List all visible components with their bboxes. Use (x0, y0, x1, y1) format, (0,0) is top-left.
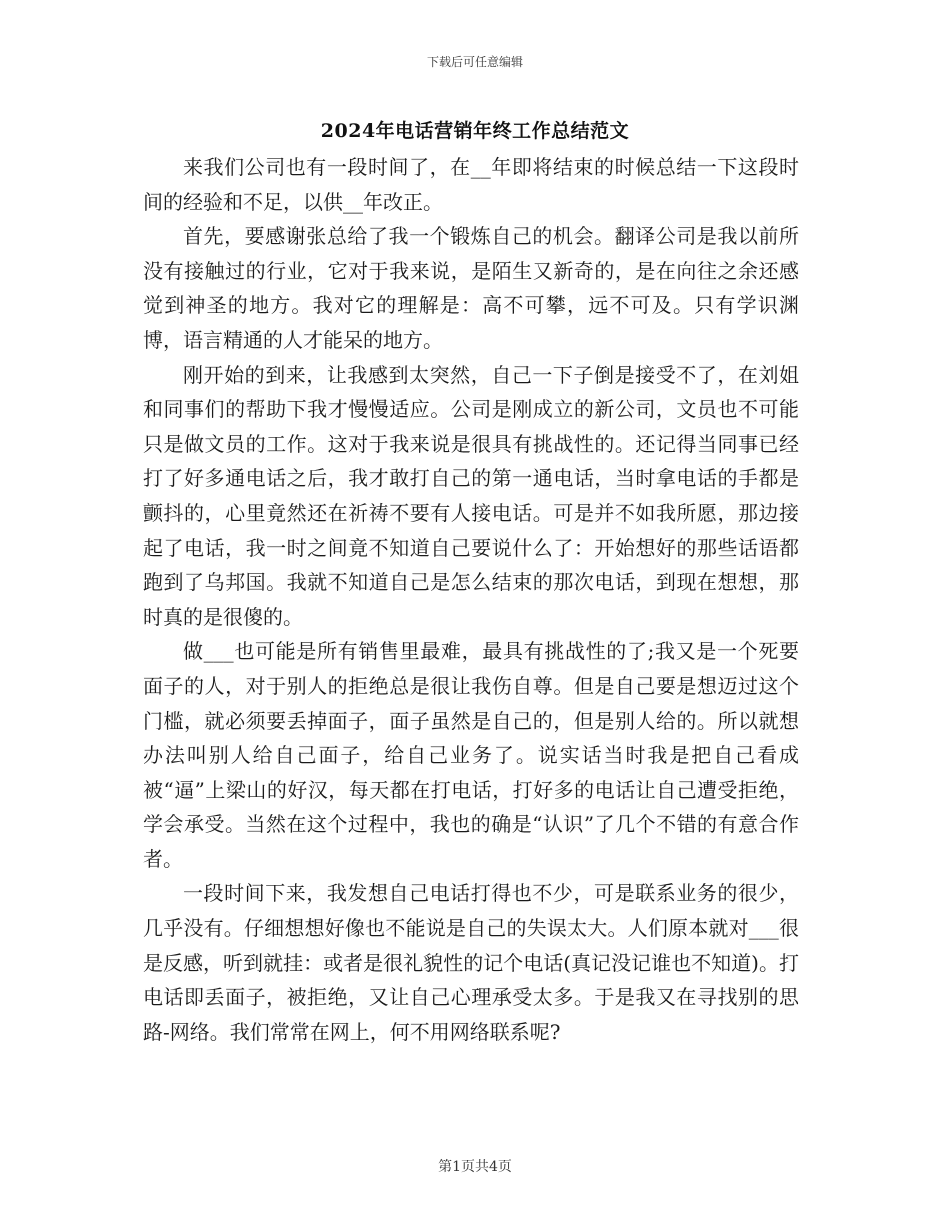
paragraph: 首先，要感谢张总给了我一个锻炼自己的机会。翻译公司是我以前所没有接触过的行业，它对于我来说，是陌生又新奇的，是在向往之余还感觉到神圣的地方。我对它的理解是：高不可攀，远不可及。只有学识渊博，语言精通的人才能呆的地方。 (143, 224, 799, 352)
paragraph: 做___也可能是所有销售里最难，最具有挑战性的了;我又是一个死要面子的人，对于别人的拒绝总是很让我伤自尊。但是自己要是想迈过这个门槛，就必须要丢掉面子，面子虽然是自己的，但是别人给的。所以就想办法叫别人给自己面子，给自己业务了。说实话当时我是把自己看成被“逼”上梁山的好汉，每天都在打电话，打好多的电话让自己遭受拒绝，学会承受。当然在这个过程中，我也的确是“认识”了几个不错的有意合作者。 (143, 639, 799, 871)
page-number: 第1页共4页 (438, 1159, 512, 1175)
paragraph: 刚开始的到来，让我感到太突然，自己一下子倒是接受不了，在刘姐和同事们的帮助下我才慢慢适应。公司是刚成立的新公司，文员也不可能只是做文员的工作。这对于我来说是很具有挑战性的。还记得当同事已经打了好多通电话之后，我才敢打自己的第一通电话，当时拿电话的手都是颤抖的，心里竟然还在祈祷不要有人接电话。可是并不如我所愿，那边接起了电话，我一时之间竟不知道自己要说什么了：开始想好的那些话语都跑到了乌邦国。我就不知道自己是怎么结束的那次电话，到现在想想，那时真的是很傻的。 (143, 362, 799, 629)
document-title: 2024年电话营销年终工作总结范文 (320, 120, 630, 142)
document-body (143, 150, 799, 1049)
paragraph: 来我们公司也有一段时间了，在__年即将结束的时候总结一下这段时间的经验和不足，以供__年改正。 (143, 155, 799, 214)
paragraph: 一段时间下来，我发想自己电话打得也不少，可是联系业务的很少，几乎没有。仔细想想好像也不能说是自己的失误太大。人们原本就对___很是反感，听到就挂：或者是很礼貌性的记个电话(真记没记谁也不知道)。打电话即丢面子，被拒绝，又让自己心理承受太多。于是我又在寻找别的思路-网络。我们常常在网上，何不用网络联系呢? (143, 881, 799, 1044)
header-note: 下载后可任意编辑 (426, 55, 523, 69)
